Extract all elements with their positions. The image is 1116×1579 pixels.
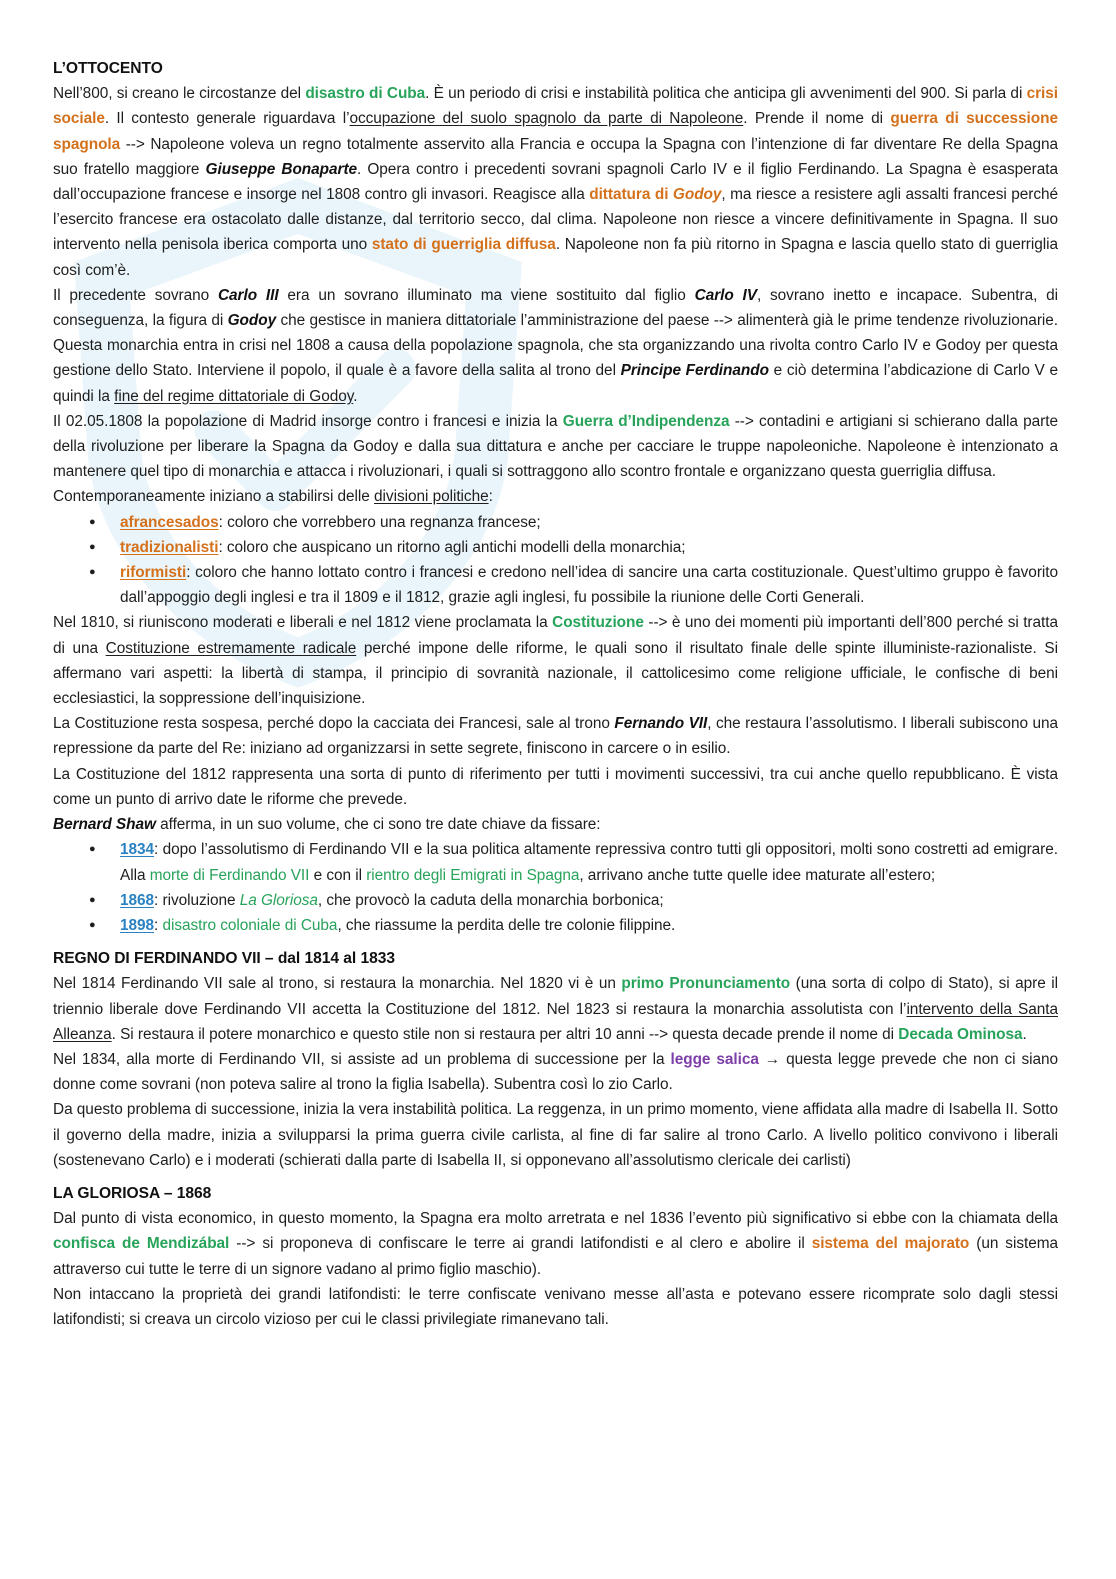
paragraph-divisioni-intro — [53, 484, 1058, 509]
text-run: --> si proponeva di confiscare le terre ai grandi latifondisti e al clero e abolire il — [229, 1235, 812, 1253]
list-divisioni-politiche — [53, 510, 1058, 611]
text-run: dittatura di — [589, 186, 673, 204]
text-run: crisi sociale — [53, 85, 1058, 128]
text-run: Nel 1834, alla morte di Ferdinando VII, si assiste ad un problema di successione per la — [53, 1050, 671, 1068]
text-run: morte di Ferdinando VII — [149, 866, 310, 884]
text-run: . — [1022, 1025, 1027, 1043]
text-run: 1868 — [120, 891, 155, 909]
list-item-afrancesados — [120, 510, 1058, 535]
text-run: e ciò determina l’abdicazione di Carlo V e quindi la — [53, 362, 1058, 405]
text-run: Godoy — [672, 186, 722, 204]
text-run: 1898 — [120, 916, 155, 934]
text-run: Guerra d’Indipendenza — [562, 412, 730, 430]
text-run: stato di guerriglia diffusa — [371, 236, 556, 254]
text-run: --> è uno dei momenti più importanti dell’800 perché si tratta di una — [53, 614, 1058, 657]
text-run: Il 02.05.1808 la popolazione di Madrid insorge contro i francesi e inizia la — [53, 412, 563, 430]
list-item-1898 — [120, 913, 1058, 938]
paragraph-costituzione-1812 — [53, 610, 1058, 711]
text-run: Principe Ferdinando — [620, 362, 769, 380]
text-run: divisioni politiche — [374, 488, 489, 506]
text-run: tradizionalisti — [120, 538, 219, 556]
text-run: Carlo IV — [694, 286, 757, 304]
text-run: : coloro che hanno lottato contro i francesi e credono nell’idea di sancire una carta costituzionale. Quest’ultimo gruppo è favorito dall’appoggio degli inglesi e tra il 1809 e il 1812, grazie agli inglesi, fu possibile la riunione delle Corti Generali. — [120, 564, 1058, 607]
text-run: rientro degli Emigrati in Spagna — [366, 866, 580, 884]
text-run: : — [488, 488, 493, 506]
text-run: disastro di Cuba — [305, 85, 426, 103]
text-run: Fernando VII — [614, 715, 708, 733]
text-run: perché impone delle riforme, le quali sono il risultato finale delle spinte illuministe-razionaliste. Si affermano vari aspetti: la libertà di stampa, il principio di sovranità nazionale, il cattolicesimo come religione ufficiale, le confische di beni ecclesiastici, la soppressione dell’inquisizione. — [53, 639, 1058, 708]
text-run: Nel 1810, si riuniscono moderati e liberali e nel 1812 viene proclamata la — [53, 614, 553, 632]
text-run: , ma riesce a resistere agli assalti francesi perché l’esercito francese era ostacolato dalle distanze, dal territorio secco, dal clima. Napoleone non riesce a vincere definitivamente in Spagna. Il suo intervento nella penisola iberica comporta uno — [53, 186, 1058, 254]
text-run: . — [353, 387, 358, 405]
heading-la-gloriosa — [53, 1181, 1058, 1206]
text-run: , che restaura l’assolutismo. I liberali subiscono una repressione da parte del Re: iniziano ad organizzarsi in sette segrete, finiscono in carcere o in esilio. — [53, 715, 1058, 758]
document-body — [53, 56, 1058, 1332]
text-run: . Si restaura il potere monarchico e questo stile non si restaura per altri 10 anni --> questa decade prende il nome di — [111, 1025, 899, 1043]
text-run: Costituzione — [552, 614, 644, 632]
text-run: questa legge prevede che non ci siano donne come sovrani (non poteva salire al trono la figlia Isabella). Subentra così lo zio Carlo. — [53, 1050, 1059, 1094]
text-run: Carlo III — [217, 286, 279, 304]
list-item-tradizionalisti — [120, 535, 1058, 560]
text-run: Godoy — [227, 312, 277, 330]
list-item-1834 — [120, 837, 1058, 887]
text-run: sistema del majorato — [811, 1235, 970, 1253]
text-run: La Costituzione del 1812 rappresenta una sorta di punto di riferimento per tutti i movimenti successivi, tra cui anche quello repubblicano. È vista come un punto di arrivo date le riforme che prevede. — [53, 765, 1058, 808]
text-run: . Napoleone non fa più ritorno in Spagna e lascia quello stato di guerriglia così com’è. — [53, 236, 1058, 279]
text-run: La Gloriosa — [239, 891, 318, 909]
text-run: Da questo problema di successione, inizia la vera instabilità politica. La reggenza, in un primo momento, viene affidata alla madre di Isabella II. Sotto il governo della madre, inizia a svilupparsi la prima guerra civile carlista, al fine di far salire al trono Carlo. A livello politico convivono i liberali (sostenevano Carlo) e i moderati (schierati dalla parte di Isabella II, si opponevano all’assolutismo clericale dei carlisti) — [53, 1101, 1058, 1169]
text-run: REGNO DI FERDINANDO VII – dal 1814 al 1833 — [53, 950, 395, 968]
text-run: fine del regime dittatoriale di Godoy — [114, 387, 354, 405]
text-run: Contemporaneamente iniziano a stabilirsi delle — [53, 488, 375, 506]
paragraph-bernard-shaw — [53, 812, 1058, 837]
list-item-riformisti — [120, 560, 1058, 610]
heading-regno-ferdinando — [53, 946, 1058, 971]
text-run: guerra di successione spagnola — [53, 110, 1058, 153]
text-run: intervento della Santa Alleanza — [53, 1000, 1058, 1043]
paragraph-ferdinando-1814 — [53, 971, 1058, 1047]
list-item-1868 — [120, 888, 1058, 913]
paragraph-costituzione-riferimento — [53, 762, 1058, 812]
text-run: . Il contesto generale riguardava l’ — [104, 110, 350, 128]
text-run: primo Pronunciamento — [621, 975, 791, 993]
text-run: Dal punto di vista economico, in questo momento, la Spagna era molto arretrata e nel 1836 l’evento più significativo si ebbe con la chiamata della — [53, 1210, 1058, 1228]
text-run: , sovrano inetto e incapace. Subentra, di conseguenza, la figura di — [53, 286, 1059, 330]
text-run: afrancesados — [120, 513, 219, 531]
heading-ottocento — [53, 56, 1058, 81]
text-run: (una sorta di colpo di Stato), si apre il triennio liberale dove Ferdinando VII accetta la Costituzione del 1812. Nel 1823 si restaura la monarchia assolutista con l’ — [53, 975, 1058, 1018]
paragraph-latifondisti — [53, 1282, 1058, 1332]
text-run: legge salica — [670, 1050, 759, 1068]
text-run: → — [758, 1050, 787, 1068]
text-run: , arrivano anche tutte quelle idee maturate all’estero; — [579, 866, 936, 884]
text-run: occupazione del suolo spagnolo da parte di Napoleone — [349, 110, 744, 128]
text-run: Il precedente sovrano — [53, 286, 218, 304]
paragraph-legge-salica — [53, 1047, 1058, 1097]
text-run: LA GLORIOSA – 1868 — [53, 1184, 212, 1202]
text-run: . Opera contro i precedenti sovrani spagnoli Carlo IV e il figlio Ferdinando. La Spagna è esasperata dall’occupazione francese e insorge nel 1808 contro gli invasori. Reagisce alla — [53, 160, 1058, 204]
text-run: Nel 1814 Ferdinando VII sale al trono, si restaura la monarchia. Nel 1820 vi è un — [53, 975, 622, 993]
text-run: e con il — [309, 866, 367, 884]
text-run: afferma, in un suo volume, che ci sono tre date chiave da fissare: — [155, 816, 601, 834]
text-run: , che riassume la perdita delle tre colonie filippine. — [337, 916, 676, 934]
paragraph-costituzione-sospesa — [53, 711, 1058, 761]
text-run: Bernard Shaw — [53, 816, 156, 834]
text-run: Non intaccano la proprietà dei grandi latifondisti: le terre confiscate venivano messe all’asta e potevano essere ricomprate solo dagli stessi latifondisti; si creava un circolo vizioso per cui le classi privilegiate rimanevano tali. — [53, 1285, 1058, 1328]
text-run: Giuseppe Bonaparte — [205, 160, 358, 178]
text-run: confisca de Mendizábal — [53, 1235, 230, 1253]
text-run: : rivoluzione — [154, 891, 240, 909]
text-run: Decada Ominosa — [898, 1025, 1023, 1043]
text-run: che gestisce in maniera dittatoriale l’amministrazione del paese --> alimenterà già le prime tendenze rivoluzionarie. Questa monarchia entra in crisi nel 1808 a causa della popolazione spagnola, che sta organizzando una rivolta contro Carlo IV e Godoy per questa gestione dello Stato. Interviene il popolo, il quale è a favore della salita al trono del — [53, 312, 1058, 380]
paragraph-instabilita-politica — [53, 1097, 1058, 1173]
text-run: 1834 — [120, 841, 155, 859]
text-run: : dopo l’assolutismo di Ferdinando VII e la sua politica altamente repressiva contro tutti gli oppositori, molti sono costretti ad emigrare. Alla — [120, 841, 1058, 884]
text-run: Costituzione estremamente radicale — [105, 639, 357, 657]
text-run: (un sistema attraverso cui tutte le terre di un signore vadano al primo figlio maschio). — [53, 1235, 1058, 1278]
text-run: . Prende il nome di — [743, 110, 891, 128]
text-run: --> contadini e artigiani si schierano dalla parte della rivoluzione per liberare la Spagna da Godoy e dalla sua dittatura e anche per cacciare le truppe napoleoniche. Napoleone è intenzionato a mantenere quel tipo di monarchia e attacca i rivoluzionari, i quali si sottraggono allo scontro frontale e organizzano questa guerriglia diffusa. — [53, 412, 1058, 481]
text-run: , che provocò la caduta della monarchia borbonica; — [317, 891, 664, 909]
text-run: . È un periodo di crisi e instabilità politica che anticipa gli avvenimenti del 900. Si parla di — [425, 85, 1027, 103]
text-run: L’OTTOCENTO — [53, 60, 163, 77]
text-run: disastro coloniale di Cuba — [162, 916, 338, 934]
text-run: La Costituzione resta sospesa, perché dopo la cacciata dei Francesi, sale al trono — [53, 715, 615, 733]
text-run: : coloro che auspicano un ritorno agli antichi modelli della monarchia; — [218, 538, 686, 556]
paragraph-ottocento-intro — [53, 81, 1058, 283]
paragraph-madrid-1808 — [53, 409, 1058, 485]
text-run: --> Napoleone voleva un regno totalmente asservito alla Francia e occupa la Spagna con l’intenzione di far diventare Re della Spagna suo fratello maggiore — [53, 135, 1058, 178]
text-run: era un sovrano illuminato ma viene sostituito dal figlio — [278, 286, 695, 304]
text-run: : coloro che vorrebbero una regnanza francese; — [218, 513, 541, 531]
paragraph-carlo-iii — [53, 283, 1058, 409]
text-run: riformisti — [120, 564, 187, 582]
text-run: Nell’800, si creano le circostanze del — [53, 85, 306, 103]
paragraph-mendizabal — [53, 1206, 1058, 1282]
text-run: : — [154, 916, 163, 934]
list-date-chiave — [53, 837, 1058, 938]
